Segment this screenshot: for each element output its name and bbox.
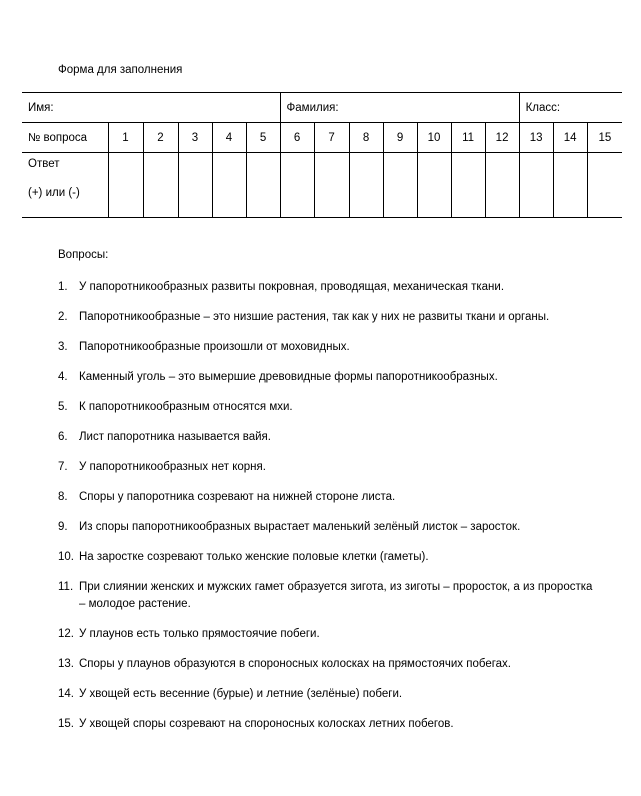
answer-cell-4[interactable]: [212, 153, 246, 218]
name-cell[interactable]: [22, 93, 280, 123]
question-item-text: Споры у папоротника созревают на нижней стороне листа.: [79, 491, 396, 503]
surname-label: Фамилия:: [286, 101, 339, 114]
answer-cell-2[interactable]: [143, 153, 178, 218]
question-item-number: 3.: [58, 341, 68, 353]
question-item-text: На заростке созревают только женские половые клетки (гаметы).: [79, 551, 429, 563]
question-item-text: Лист папоротника называется вайя.: [79, 431, 271, 443]
question-number-label: № вопроса: [22, 123, 108, 153]
question-item-number: 6.: [58, 431, 68, 443]
question-item: [58, 459, 598, 476]
question-item-number: 12.: [58, 628, 74, 640]
question-item-number: 4.: [58, 371, 68, 383]
question-item-number: 13.: [58, 658, 74, 670]
question-item: [58, 519, 598, 536]
answers-row: [22, 153, 622, 218]
question-item-number: 11.: [58, 581, 74, 593]
answer-cell-6[interactable]: [280, 153, 314, 218]
form-title: Форма для заполнения: [58, 64, 183, 76]
question-number: 2: [143, 123, 178, 153]
question-number: 15: [587, 123, 622, 153]
question-item: [58, 686, 598, 703]
question-item: [58, 339, 598, 356]
question-item-text: К папоротникообразным относятся мхи.: [79, 401, 293, 413]
question-item-number: 2.: [58, 311, 68, 323]
question-item-number: 5.: [58, 401, 68, 413]
question-number: 10: [417, 123, 451, 153]
answer-cell-5[interactable]: [246, 153, 280, 218]
question-number: 7: [314, 123, 349, 153]
answer-cell-3[interactable]: [178, 153, 212, 218]
question-number: 14: [553, 123, 587, 153]
question-item: [58, 309, 598, 326]
question-item-number: 7.: [58, 461, 68, 473]
answer-cell-13[interactable]: [519, 153, 553, 218]
question-item: [58, 399, 598, 416]
question-item: [58, 716, 598, 733]
question-item: [58, 489, 598, 506]
answer-cell-10[interactable]: [417, 153, 451, 218]
answer-label: [22, 153, 108, 218]
question-item-text: У хвощей есть весенние (бурые) и летние (зелёные) побеги.: [79, 688, 403, 700]
question-item-text: У папоротникообразных нет корня.: [79, 461, 266, 473]
question-item-text: Из споры папоротникообразных вырастает маленький зелёный листок – заросток.: [79, 521, 521, 533]
question-item: [58, 279, 598, 296]
question-item-number: 10.: [58, 551, 74, 563]
question-item-number: 8.: [58, 491, 68, 503]
name-label: Имя:: [28, 101, 54, 114]
question-number: 12: [485, 123, 519, 153]
question-item-number: 14.: [58, 688, 74, 700]
question-item-text: У папоротникообразных развиты покровная, проводящая, механическая ткани.: [79, 281, 505, 293]
surname-cell[interactable]: [280, 93, 519, 123]
question-number: 11: [451, 123, 485, 153]
questions-heading: Вопросы:: [58, 249, 109, 261]
questions-list: [58, 279, 598, 746]
question-number: 6: [280, 123, 314, 153]
answer-label-title: Ответ: [28, 158, 60, 170]
question-number: 5: [246, 123, 280, 153]
question-item: [58, 429, 598, 446]
question-numbers-row: [22, 123, 622, 153]
question-item-text: При слиянии женских и мужских гамет образуется зигота, из зиготы – проросток, а из проростка – молодое растение.: [79, 581, 593, 610]
question-number: 3: [178, 123, 212, 153]
question-item-number: 9.: [58, 521, 68, 533]
answer-label-hint: (+) или (-): [28, 186, 80, 199]
class-label: Класс:: [525, 101, 561, 114]
question-item: [58, 656, 598, 673]
question-number: 9: [383, 123, 417, 153]
answer-cell-15[interactable]: [587, 153, 622, 218]
answer-cell-7[interactable]: [314, 153, 349, 218]
table-header-row: [22, 93, 622, 123]
question-number: 1: [108, 123, 143, 153]
answer-cell-8[interactable]: [349, 153, 383, 218]
question-item: [58, 369, 598, 386]
answer-cell-9[interactable]: [383, 153, 417, 218]
question-item-number: 1.: [58, 281, 68, 293]
question-item-text: У хвощей споры созревают на спороносных колосках летних побегов.: [79, 718, 454, 730]
question-item: [58, 549, 598, 566]
question-item-text: Папоротникообразные – это низшие растения, так как у них не развиты ткани и органы.: [79, 311, 550, 323]
answer-cell-14[interactable]: [553, 153, 587, 218]
question-item-text: Каменный уголь – это вымершие древовидные формы папоротникообразных.: [79, 371, 498, 383]
question-number: 4: [212, 123, 246, 153]
answer-cell-11[interactable]: [451, 153, 485, 218]
question-item-number: 15.: [58, 718, 74, 730]
question-number: 8: [349, 123, 383, 153]
answer-cell-12[interactable]: [485, 153, 519, 218]
question-number: 13: [519, 123, 553, 153]
answer-cell-1[interactable]: [108, 153, 143, 218]
answer-table: [22, 92, 622, 218]
class-cell[interactable]: [519, 93, 622, 123]
question-item-text: Споры у плаунов образуются в спороносных колосках на прямостоячих побегах.: [79, 658, 511, 670]
question-item-text: Папоротникообразные произошли от моховидных.: [79, 341, 350, 353]
question-item: [58, 626, 598, 643]
question-item-text: У плаунов есть только прямостоячие побеги.: [79, 628, 320, 640]
question-item: [58, 579, 598, 613]
